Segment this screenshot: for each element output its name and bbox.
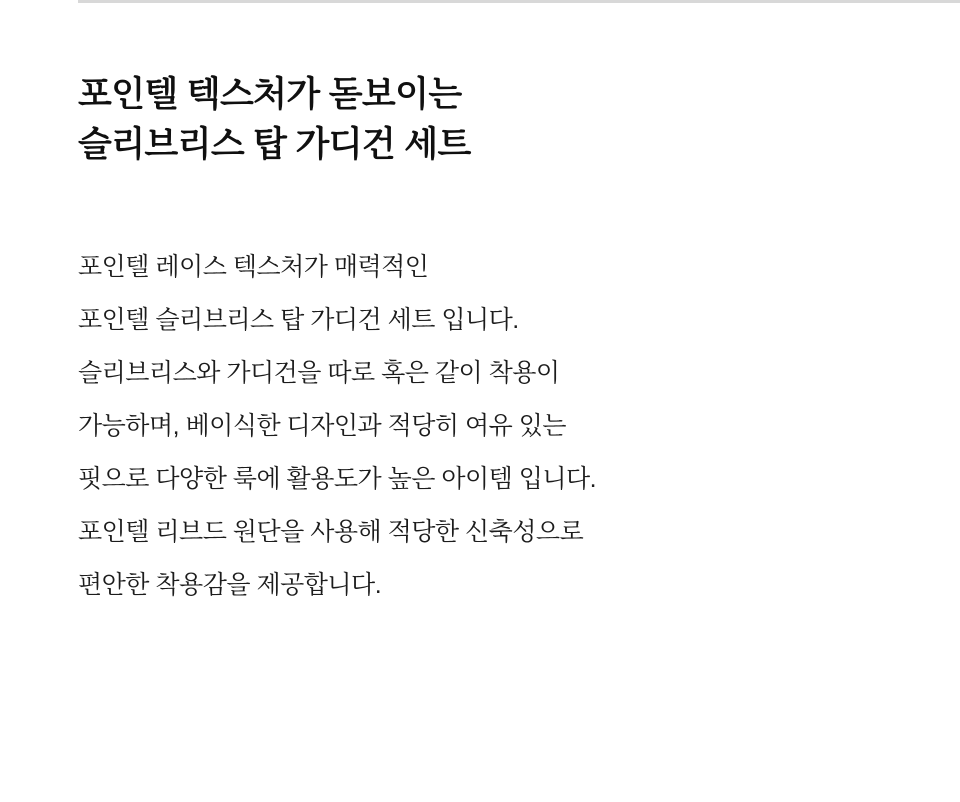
description-line-7: 편안한 착용감을 제공합니다. [78, 571, 382, 600]
description-line-3: 슬리브리스와 가디건을 따로 혹은 같이 착용이 [78, 359, 560, 388]
product-description-text [78, 241, 882, 612]
page-title-line-1: 포인텔 텍스처가 돋보이는 [78, 75, 462, 114]
description-line-4: 가능하며, 베이식한 디자인과 적당히 여유 있는 [78, 412, 567, 441]
page-title [78, 70, 882, 169]
description-line-2: 포인텔 슬리브리스 탑 가디건 세트 입니다. [78, 306, 519, 335]
description-line-6: 포인텔 리브드 원단을 사용해 적당한 신축성으로 [78, 518, 584, 547]
description-line-1: 포인텔 레이스 텍스처가 매력적인 [78, 253, 429, 282]
description-line-5: 핏으로 다양한 룩에 활용도가 높은 아이템 입니다. [78, 465, 597, 494]
page-title-line-2: 슬리브리스 탑 가디건 세트 [78, 124, 471, 164]
